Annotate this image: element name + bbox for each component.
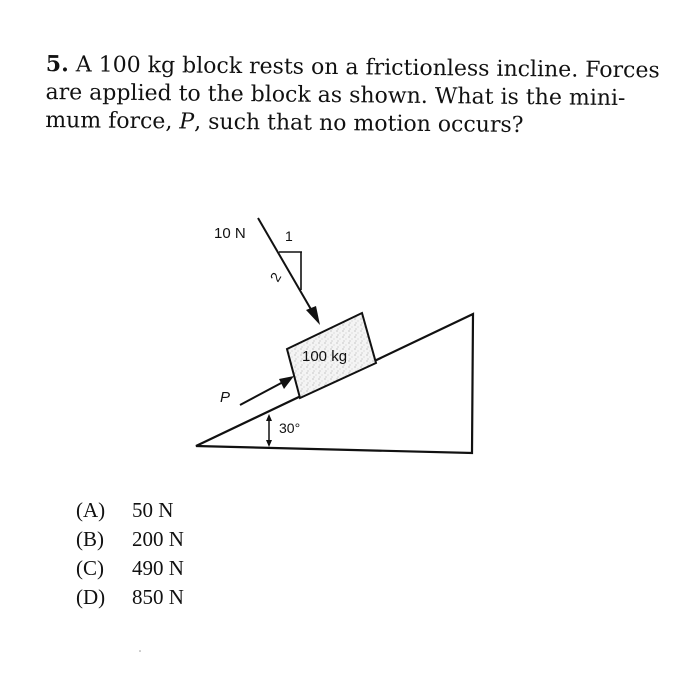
choice-d-value: 850 N (132, 585, 184, 609)
force-label: 10 N (214, 225, 246, 242)
choice-b-value: 200 N (132, 527, 184, 551)
choice-c (76, 554, 184, 583)
answer-choices (76, 496, 184, 612)
question-line-3-start: mum force, (45, 107, 180, 135)
choice-a-value: 50 N (132, 498, 174, 522)
angle-marker-top-head (266, 414, 272, 421)
slope-run-label: 1 (285, 228, 293, 244)
choice-d-letter: (D) (76, 585, 106, 609)
stray-dot (139, 650, 141, 652)
angle-label: 30° (279, 420, 301, 436)
question-line-2: are applied to the block as shown. What is the mini- (45, 79, 626, 112)
question-line-3-end: , such that no motion occurs? (194, 109, 524, 139)
force-arrow-10n-head (306, 306, 320, 325)
choice-d (76, 583, 184, 612)
choice-a-letter: (A) (76, 498, 106, 522)
slope-rise-label: 2 (266, 269, 285, 285)
angle-marker-bottom-head (266, 440, 272, 447)
push-arrow-head (279, 376, 294, 389)
choice-b-letter: (B) (76, 527, 104, 551)
question-number: 5. (45, 50, 69, 78)
choice-a (76, 496, 184, 525)
push-arrow (240, 381, 285, 405)
block-label: 100 kg (302, 348, 348, 365)
variable-p: P (179, 109, 195, 135)
question-line-1-text: A 100 kg block rests on a frictionless incline. Forces (75, 52, 660, 84)
choice-c-letter: (C) (76, 556, 104, 580)
push-label: P (220, 389, 231, 406)
choice-c-value: 490 N (132, 556, 184, 580)
choice-b (76, 525, 184, 554)
